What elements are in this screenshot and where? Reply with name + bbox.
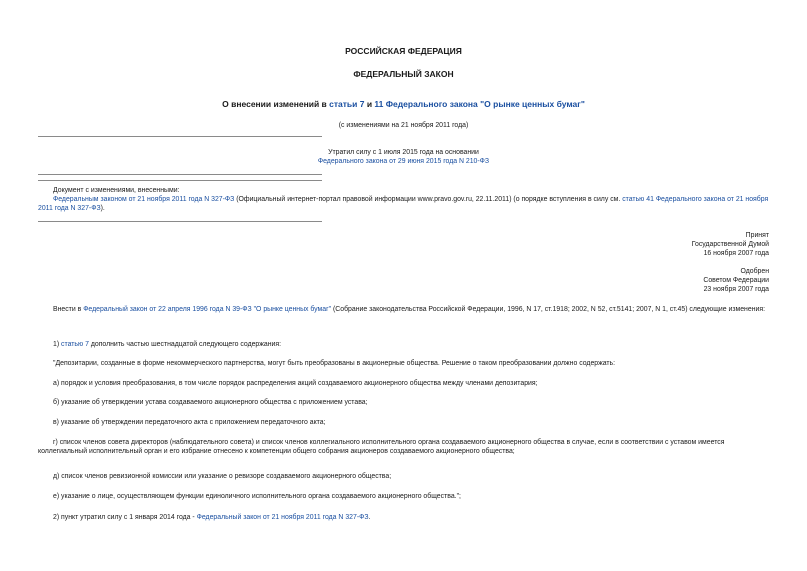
adopted-block xyxy=(692,231,769,258)
changes-link-article-41[interactable]: статью 41 Федерального закона от 21 ноября 2011 года N 327-ФЗ xyxy=(38,196,769,212)
approved-line-3: 23 ноября 2007 года xyxy=(703,286,769,293)
title-link-article-11[interactable]: 11 Федерального закона "О рынке ценных бумаг" xyxy=(374,99,585,109)
country-heading: РОССИЙСКАЯ ФЕДЕРАЦИЯ xyxy=(345,46,462,56)
document-title xyxy=(38,99,769,109)
document-page xyxy=(38,0,769,571)
approved-block xyxy=(703,267,769,294)
title-link-article-7[interactable]: статьи 7 xyxy=(329,99,365,109)
adopted-line-2: Государственной Думой xyxy=(691,241,769,248)
item-2-prefix: 2) пункт утратил силу с 1 января 2014 года - xyxy=(53,514,197,521)
lost-force-note xyxy=(38,148,769,166)
approved-line-1: Одобрен xyxy=(740,268,769,275)
title-middle: и xyxy=(364,99,375,109)
item-2-link[interactable]: Федеральный закон от 21 ноября 2011 года N 327-ФЗ xyxy=(196,514,369,521)
adopted-line-3: 16 ноября 2007 года xyxy=(703,250,769,257)
main-paragraph xyxy=(38,305,769,314)
changes-link-law[interactable]: Федеральным законом от 21 ноября 2011 года N 327-ФЗ xyxy=(53,196,235,203)
main-suffix: (Собрание законодательства Российской Федерации, 1996, N 17, ст.1918; 2002, N 52, ст.5141; 2007, N 1, ст.45) следующие изменения: xyxy=(331,306,765,313)
title-prefix: О внесении изменений в xyxy=(222,99,330,109)
lost-force-link[interactable]: Федерального закона от 29 июня 2015 года N 210-ФЗ xyxy=(317,158,490,165)
subitem-g: г) список членов совета директоров (наблюдательного совета) и список членов коллегиального исполнительного органа создаваемого акционерного общества в случае, если в соответствии с уставом имеется коллегиальный исполнительный орган и его избрание отнесено к компетенции общего собрания акционеров создаваемого акционерного общества; xyxy=(38,439,725,455)
changes-block xyxy=(38,186,769,213)
adopted-line-1: Принят xyxy=(745,232,769,239)
item-1-prefix: 1) xyxy=(53,341,62,348)
subitem-b: б) указание об утверждении устава создаваемого акционерного общества с приложением устава; xyxy=(53,399,368,406)
main-prefix: Внести в xyxy=(53,306,84,313)
quoted-text: "Депозитарии, созданные в форме некоммерческого партнерства, могут быть преобразованы в акционерные общества. Решение о таком преобразовании должно содержать: xyxy=(53,360,616,367)
doc-type-heading: ФЕДЕРАЛЬНЫЙ ЗАКОН xyxy=(353,69,454,79)
changes-text-end: ). xyxy=(100,205,105,212)
subitem-d: д) список членов ревизионной комиссии или указание о ревизоре создаваемого акционерного общества; xyxy=(53,473,392,480)
lost-force-text: Утратил силу с 1 июля 2015 года на основании xyxy=(328,149,479,156)
divider xyxy=(38,174,322,175)
subitem-e: е) указание о лице, осуществляющем функции единоличного исполнительного органа создаваемого акционерного общества."; xyxy=(53,493,461,500)
subitem-c: в) указание об утверждении передаточного акта с приложением передаточного акта; xyxy=(53,419,326,426)
changes-text: (Официальный интернет-портал правовой информации www.pravo.gov.ru, 22.11.2011) (о порядке вступления в силу см. xyxy=(234,196,623,203)
item-1-link[interactable]: статью 7 xyxy=(61,341,89,348)
divider xyxy=(38,136,322,137)
divider xyxy=(38,221,322,222)
divider xyxy=(38,180,322,181)
changes-body xyxy=(38,195,769,213)
main-law-link[interactable]: Федеральный закон от 22 апреля 1996 года N 39-ФЗ "О рынке ценных бумаг" xyxy=(83,306,332,313)
item-1-suffix: дополнить частью шестнадцатой следующего содержания: xyxy=(88,341,281,348)
item-1 xyxy=(38,340,769,349)
changes-intro: Документ с изменениями, внесенными: xyxy=(53,187,180,194)
item-2-suffix: . xyxy=(368,514,371,521)
edition-note: (с изменениями на 21 ноября 2011 года) xyxy=(338,122,469,129)
item-2 xyxy=(38,513,769,522)
approved-line-2: Советом Федерации xyxy=(703,277,769,284)
subitem-a: а) порядок и условия преобразования, в том числе порядок распределения акций создаваемого акционерного общества между членами депозитария; xyxy=(53,380,538,387)
